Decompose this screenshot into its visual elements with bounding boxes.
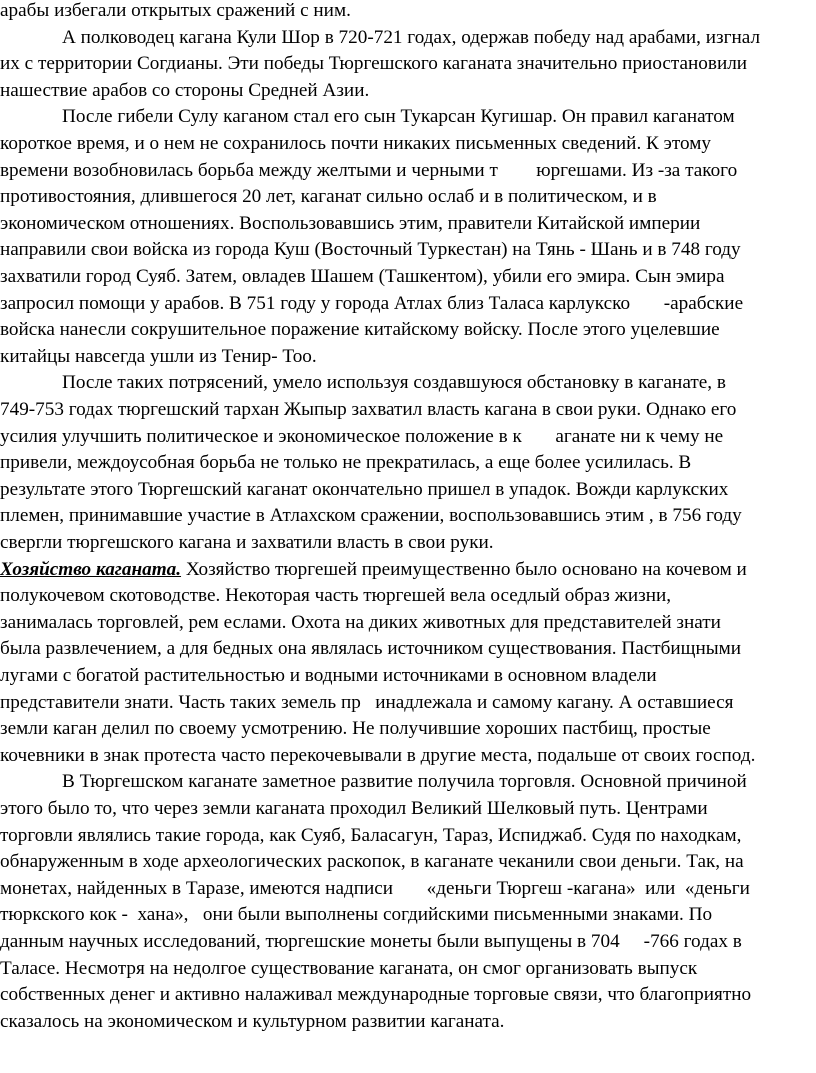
line-text: была развлечением, а для бедных она являлась источником существования. Пастбищными — [0, 638, 742, 660]
text-line — [0, 51, 747, 77]
text-line — [62, 104, 735, 130]
line-text: данным научных исследований, тюргешские монеты были выпущены в 704 -766 годах в — [0, 931, 742, 952]
line-text: их с территории Согдианы. Эти победы Тюргешского каганата значительно приостановили — [0, 53, 748, 75]
text-line — [0, 477, 728, 503]
text-line — [0, 237, 741, 263]
line-text: Таласе. Несмотря на недолгое существование каганата, он смог организовать выпуск — [0, 957, 698, 979]
text-line — [0, 450, 691, 476]
line-text: направили свои войска из города Куш (Восточный Туркестан) на Тянь - Шань и в 748 году — [0, 239, 741, 261]
line-text: арабы избегали открытых сражений с ним. — [0, 0, 351, 21]
text-line — [0, 131, 711, 157]
text-line — [0, 291, 743, 317]
line-text: противостояния, длившегося 20 лет, каганат сильно ослаб и в политическом, и в — [0, 186, 657, 208]
text-line — [0, 796, 708, 822]
line-text: Хозяйство тюргешей преимущественно было основано на кочевом и — [181, 558, 747, 580]
text-line — [0, 982, 751, 1008]
line-text: китайцы навсегда ушли из Тенир- Тоо. — [0, 345, 317, 367]
line-text: усилия улучшить политическое и экономическое положение в к аганате ни к чему не — [0, 425, 724, 447]
text-line — [62, 370, 726, 396]
text-line — [0, 317, 720, 343]
line-text: привели, междоусобная борьба не только не прекратилась, а еще более усилилась. В — [0, 452, 692, 474]
line-text: войска нанесли сокрушительное поражение китайскому войску. После этого уцелевшие — [0, 319, 720, 341]
line-text: экономическом отношениях. Воспользовавшись этим, правители Китайской империи — [0, 212, 701, 234]
line-text: захватили город Суяб. Затем, овладев Шашем (Ташкентом), убили его эмира. Сын эмира — [0, 266, 725, 287]
text-line — [62, 25, 760, 51]
line-text: лугами с богатой растительностью и водными источниками в основном владели — [0, 665, 657, 686]
text-line — [0, 78, 369, 104]
text-line — [0, 690, 733, 716]
line-text: результате этого Тюргешский каганат окончательно пришел в упадок. Вожди карлукских — [0, 478, 729, 500]
text-line — [0, 158, 737, 184]
text-line — [0, 0, 351, 24]
text-line — [0, 876, 750, 902]
text-line — [0, 823, 741, 849]
text-line — [62, 769, 747, 795]
text-line — [0, 583, 671, 609]
line-text: кочевники в знак протеста часто перекочевывали в другие места, подальше от своих господ. — [0, 744, 756, 766]
text-line — [0, 397, 736, 423]
text-line — [0, 636, 741, 662]
text-line — [0, 849, 744, 875]
text-line — [0, 743, 755, 769]
line-text: сказалось на экономическом и культурном развитии каганата. — [0, 1010, 505, 1032]
line-text: В Тюргешском каганате заметное развитие получила торговля. Основной причиной — [62, 771, 747, 793]
line-text: торговли являлись такие города, как Суяб, Баласагун, Тараз, Испиджаб. Судя по находкам, — [0, 824, 742, 846]
section-heading-line — [0, 557, 747, 583]
text-line — [0, 211, 700, 237]
line-text: полукочевом скотоводстве. Некоторая часть тюргешей вела оседлый образ жизни, — [0, 585, 672, 607]
text-line — [0, 610, 721, 636]
line-text: занималась торговлей, рем еслами. Охота на диких животных для представителей знати — [0, 611, 721, 633]
text-line — [0, 663, 657, 689]
text-line — [0, 716, 711, 742]
text-line — [0, 503, 742, 529]
line-text: нашествие арабов со стороны Средней Азии. — [0, 79, 370, 101]
line-text: представители знати. Часть таких земель пр инадлежала и самому кагану. А оставшиеся — [0, 691, 734, 713]
text-line — [0, 1009, 504, 1035]
line-text: этого было то, что через земли каганата проходил Великий Шелковый путь. Центрами — [0, 798, 708, 819]
text-line — [0, 929, 742, 955]
line-text: монетах, найденных в Таразе, имеются надписи «деньги Тюргеш -кагана» или «деньги — [0, 877, 750, 899]
text-line — [0, 902, 712, 928]
line-text: обнаруженным в ходе археологических раскопок, в каганате чеканили свои деньги. Так, на — [0, 851, 744, 873]
line-text: 749-753 годах тюргешский тархан Жыпыр захватил власть кагана в свои руки. Однако его — [0, 399, 737, 420]
line-text: запросил помощи у арабов. В 751 году у города Атлах близ Таласа карлукско -арабские — [0, 292, 744, 314]
text-line — [0, 184, 657, 210]
line-text: собственных денег и активно налаживал международные торговые связи, что благоприятно — [0, 984, 752, 1006]
line-text: племен, принимавшие участие в Атлахском сражении, воспользовавшись этим , в 756 году — [0, 505, 742, 527]
line-text: А полководец кагана Кули Шор в 720-721 годах, одержав победу над арабами, изгнал — [62, 26, 761, 48]
line-text: тюркского кок - хана», они были выполнены согдийскими письменными знаками. По — [0, 904, 713, 926]
section-heading: Хозяйство каганата. — [0, 558, 182, 580]
text-line — [0, 344, 317, 370]
line-text: После таких потрясений, умело используя создавшуюся обстановку в каганате, в — [62, 372, 726, 394]
line-text: земли каган делил по своему усмотрению. Не получившие хороших пастбищ, простые — [0, 718, 711, 740]
line-text: После гибели Сулу каганом стал его сын Тукарсан Кугишар. Он правил каганатом — [62, 106, 735, 128]
line-text: времени возобновилась борьба между желтыми и черными т юргешами. Из -за такого — [0, 159, 738, 181]
line-text: свергли тюргешского кагана и захватили власть в свои руки. — [0, 532, 494, 553]
text-line — [0, 530, 494, 556]
text-line — [0, 956, 697, 982]
text-line — [0, 264, 724, 290]
line-text: короткое время, и о нем не сохранилось почти никаких письменных сведений. К этому — [0, 133, 711, 154]
text-line — [0, 424, 723, 450]
